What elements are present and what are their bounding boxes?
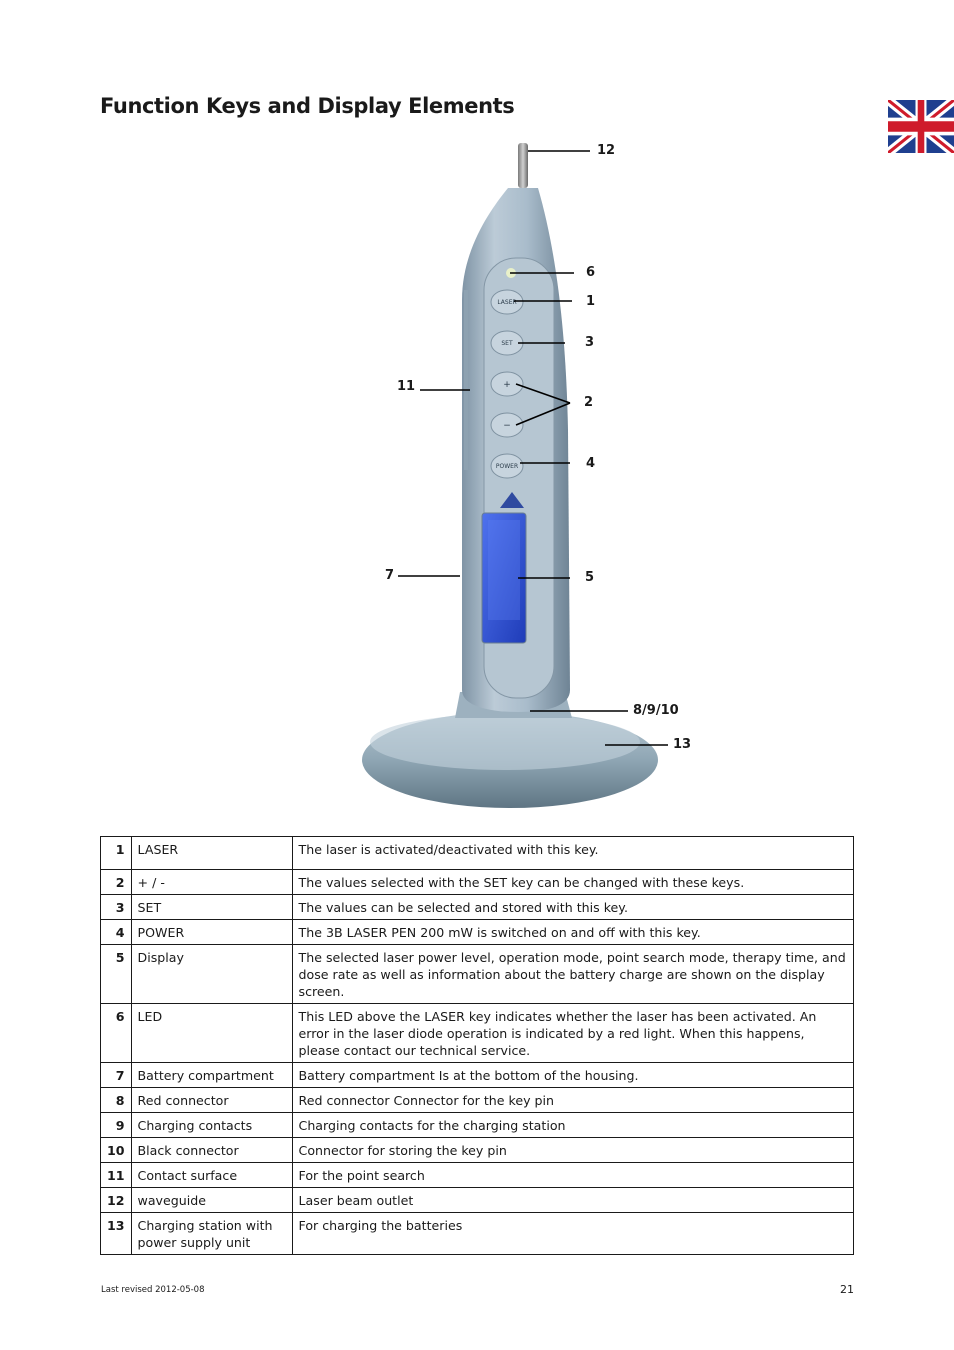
row-number: 1 — [101, 837, 132, 870]
row-description: Connector for storing the key pin — [292, 1138, 853, 1163]
callout-12: 12 — [597, 143, 616, 158]
function-keys-table — [100, 836, 854, 1255]
row-description: For the point search — [292, 1163, 853, 1188]
row-number: 10 — [101, 1138, 132, 1163]
table-row — [101, 1188, 854, 1213]
row-number: 8 — [101, 1088, 132, 1113]
callout-2: 2 — [584, 395, 594, 410]
row-element-name: waveguide — [131, 1188, 292, 1213]
row-element-name: Black connector — [131, 1138, 292, 1163]
row-description: For charging the batteries — [292, 1213, 853, 1255]
callout-3: 3 — [585, 335, 595, 350]
callout-5: 5 — [585, 570, 595, 585]
callout-13: 13 — [673, 737, 692, 752]
row-number: 13 — [101, 1213, 132, 1255]
callout-1: 1 — [586, 294, 596, 309]
row-number: 11 — [101, 1163, 132, 1188]
table-body — [101, 837, 854, 1255]
row-element-name: Red connector — [131, 1088, 292, 1113]
row-number: 9 — [101, 1113, 132, 1138]
laser-key-label: LASER — [497, 299, 517, 306]
row-number: 6 — [101, 1004, 132, 1063]
table-row — [101, 1113, 854, 1138]
table-row — [101, 1138, 854, 1163]
table-row — [101, 1213, 854, 1255]
row-description: The 3B LASER PEN 200 mW is switched on and off with this key. — [292, 920, 853, 945]
row-description: The values can be selected and stored with this key. — [292, 895, 853, 920]
table-row — [101, 1163, 854, 1188]
row-element-name: SET — [131, 895, 292, 920]
row-description: Battery compartment Is at the bottom of the housing. — [292, 1063, 853, 1088]
callout-7: 7 — [385, 568, 395, 583]
row-number: 2 — [101, 870, 132, 895]
row-number: 3 — [101, 895, 132, 920]
row-description: Laser beam outlet — [292, 1188, 853, 1213]
row-element-name: Display — [131, 945, 292, 1004]
row-number: 5 — [101, 945, 132, 1004]
table-row — [101, 1088, 854, 1113]
power-key-label: POWER — [495, 463, 519, 470]
row-element-name: Charging station with power supply unit — [131, 1213, 292, 1255]
last-revised: Last revised 2012-05-08 — [101, 1285, 205, 1295]
row-description: The laser is activated/deactivated with this key. — [292, 837, 853, 870]
row-element-name: Battery compartment — [131, 1063, 292, 1088]
plus-key-label: + — [503, 380, 511, 390]
row-element-name: LED — [131, 1004, 292, 1063]
row-description: This LED above the LASER key indicates whether the laser has been activated. An error in the laser diode operation is indicated by a red light. When this happens, please contact our technical service. — [292, 1004, 853, 1063]
row-description: Charging contacts for the charging station — [292, 1113, 853, 1138]
callout-6: 6 — [586, 265, 596, 280]
row-number: 7 — [101, 1063, 132, 1088]
callout-4: 4 — [586, 456, 596, 471]
table-row — [101, 1063, 854, 1088]
row-element-name: Contact surface — [131, 1163, 292, 1188]
row-number: 12 — [101, 1188, 132, 1213]
row-description: Red connector Connector for the key pin — [292, 1088, 853, 1113]
table-row — [101, 1004, 854, 1063]
table-row — [101, 895, 854, 920]
row-description: The selected laser power level, operation mode, point search mode, therapy time, and dose rate as well as information about the battery charge are shown on the display screen. — [292, 945, 853, 1004]
callout-8-9-10: 8/9/10 — [633, 703, 679, 718]
row-element-name: Charging contacts — [131, 1113, 292, 1138]
table-row — [101, 837, 854, 870]
row-element-name: LASER — [131, 837, 292, 870]
row-element-name: POWER — [131, 920, 292, 945]
callout-11: 11 — [397, 379, 416, 394]
set-key-label: SET — [501, 340, 513, 347]
minus-key-label: − — [503, 421, 511, 431]
row-description: The values selected with the SET key can be changed with these keys. — [292, 870, 853, 895]
table-row — [101, 870, 854, 895]
waveguide-pin — [518, 143, 528, 188]
page-title: Function Keys and Display Elements — [100, 94, 515, 118]
page-number: 21 — [840, 1283, 854, 1296]
table-row — [101, 920, 854, 945]
table-row — [101, 945, 854, 1004]
row-number: 4 — [101, 920, 132, 945]
row-element-name: + / - — [131, 870, 292, 895]
